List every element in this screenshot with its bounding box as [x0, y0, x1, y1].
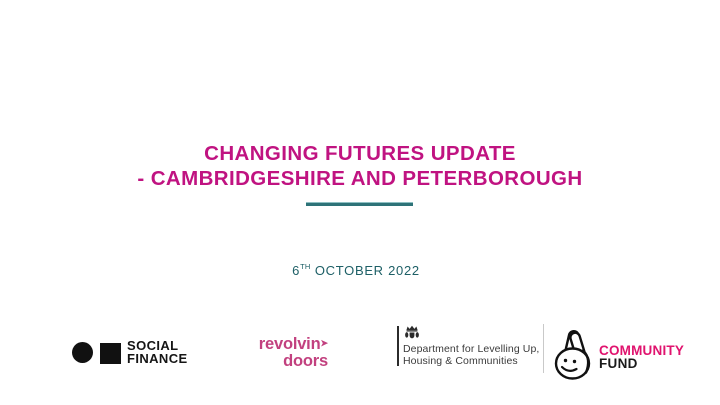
dluhc-line-2: Housing & Communities: [403, 355, 518, 367]
logo-separator-line: [543, 324, 544, 373]
dluhc-wordmark: [403, 343, 539, 367]
community-fund-line-2: FUND: [599, 356, 638, 371]
date-day: 6: [292, 263, 301, 278]
crossed-fingers-icon: [552, 329, 598, 382]
social-finance-line-2: FINANCE: [127, 350, 188, 366]
slide-date: [0, 262, 712, 278]
dluhc-logo: [397, 324, 542, 370]
revolving-doors-word: revolvin: [258, 335, 321, 353]
social-finance-wordmark: [127, 340, 188, 365]
title-line-1: CHANGING FUTURES UPDATE: [204, 142, 516, 165]
date-ordinal-suffix: TH: [300, 262, 311, 271]
social-finance-square-icon: [100, 343, 121, 364]
title-line-2: - CAMBRIDGESHIRE AND PETERBOROUGH: [137, 167, 583, 190]
community-fund-logo: [552, 329, 687, 383]
dluhc-line-1: Department for Levelling Up,: [403, 343, 540, 355]
revolving-doors-line-2: doors: [283, 351, 328, 370]
revolving-doors-line-1: [246, 335, 328, 353]
revolving-doors-arrow-icon: ➤: [320, 338, 328, 348]
social-finance-circle-icon: [72, 342, 93, 363]
title-divider-line: [306, 202, 413, 206]
social-finance-line-1: SOCIAL: [127, 338, 179, 353]
community-fund-line-1: COMMUNITY: [599, 343, 685, 358]
community-fund-wordmark: [599, 344, 684, 370]
social-finance-logo: [72, 337, 202, 369]
date-rest: OCTOBER 2022: [310, 263, 420, 278]
royal-crest-icon: [404, 324, 420, 341]
revolving-doors-logo: [246, 335, 328, 373]
page-title: [0, 141, 720, 191]
dluhc-vertical-bar: [397, 326, 399, 366]
